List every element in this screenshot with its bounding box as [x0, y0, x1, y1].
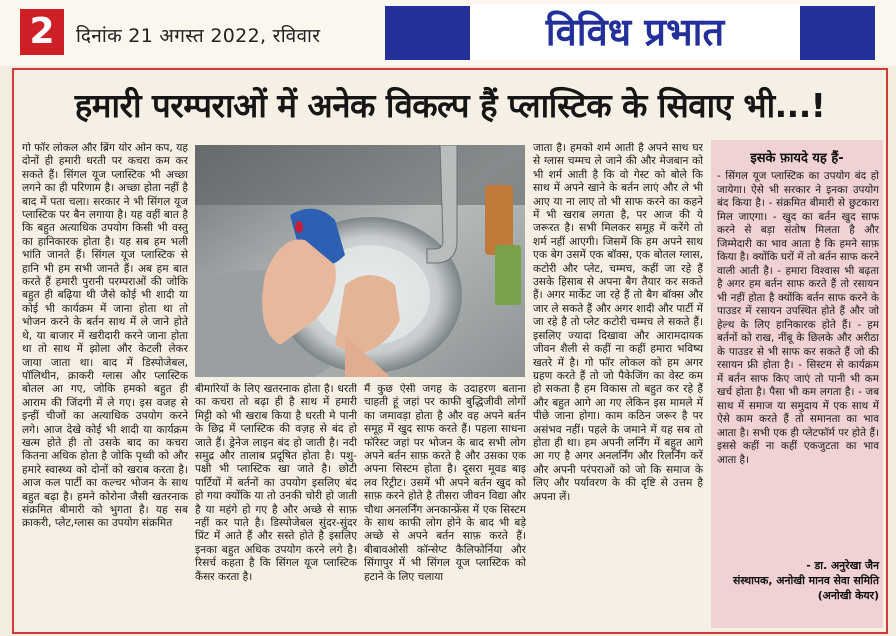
masthead	[0, 0, 896, 66]
page-number: 2	[20, 9, 64, 55]
author-signature	[713, 558, 879, 603]
author-designation: संस्थापक, अनोखी मानव सेवा समिति (अनोखी केयर)	[732, 574, 879, 602]
article-column-1: गो फॉर लोकल और ब्रिंग योर ओन कप, यह दोनों ही हमारी धरती पर कचरा कम कर सकते हैं। सिंगल यूज प्लास्टिक भी अच्छा लगने का ही परिणाम है। अच्छा होता नहीं है बाद में पता चला। सरकार ने भी सिंगल यूज प्लास्टिक पर बैन लगाया है। यह वहीं बात है कि बहुत अत्याधिक उपयोग किसी भी वस्तु का हानिकारक होता है। यह सब हम भली भांति जानते हैं। सिंगल यूज प्लास्टिक से हानि भी हम सभी जानते हैं। अब हम बात करते हैं हमारी पुरानी परम्पराओं की जोकि बहुत ही बढ़िया थी जैसे कोई भी शादी या कोई भी कार्यक्रम में जाना होता था तो भोजन करने के बर्तन साथ में ले जाने होते थे, या बाजार में खरीदारी करने जाना होता था तो साथ में झोला और केटली लेकर जाया जाता था। बाद में डिस्पोजेबल, पॉलिथीन, क्राकरी ग्लास और प्लास्टिक बोतल आ गए, जोकि हमको बहुत ही आराम की जिंदगी में ले गए। इस वजह से इन्हीं चीजों का अत्याधिक उपयोग करने लगे। आज देखे कोई भी शादी या कार्यक्रम खत्म होते ही तो उसके बाद का कचरा कितना अधिक होता है जोकि पृथ्वी को और हमारे स्वास्थ्य को दोनों को खराब करता है। आज कल पार्टी का कल्चर भोजन के साथ बहुत बढ़ा है। हमने कोरोना जैसी खतरनाक संक्रमित बीमारी को भुगता है। यह सब क्राकरी, प्लेट,ग्लास का उपयोग संक्रमित	[22, 142, 188, 530]
dateline: दिनांक 21 अगस्त 2022, रविवार	[76, 25, 321, 47]
dishwashing-photo	[195, 145, 525, 377]
photo-illustration	[195, 145, 525, 377]
headline: हमारी परम्पराओं में अनेक विकल्प हैं प्लास्टिक के सिवाए भी...!	[74, 86, 826, 125]
benefits-title: इसके फ़ायदे यह हैं-	[750, 151, 844, 166]
benefits-box	[711, 140, 883, 628]
article-column-2: बीमारियों के लिए खतरनाक होता है। धरती का कचरा तो बढ़ा ही है साथ में हमारी मिट्टी को भी खराब किया है धरती मे पानी के छिद्र में प्लास्टिक की वज़ह से बंद हो जाते हैं। ड्रेनेज लाइन बंद हो जाती है। नदी समुद्र और तालाब प्रदूषित होता है। पशु-पक्षी भी प्लास्टिक खा जाते है। छोटी पार्टियों में बर्तनों का उपयोग इसलिए बंद हो गया क्योंकि या तो उनकी चोरी हो जाती है या महंगे हो गए है और अच्छे से साफ़ नहीं कर पाते है। डिस्पोजेबल सुंदर-सुंदर प्रिंट में आते हैं और सस्ते होते है इसलिए इनका बहुत अधिक उपयोग करने लगे है। रिसर्च कहता है कि सिंगल यूज प्लास्टिक कैंसर करता है।	[195, 383, 357, 583]
article-column-3: मैं कुछ ऐसी जगह के उदाहरण बताना चाहती हूं जहां पर काफी बुद्धिजीवी लोगों का जमावड़ा होता है और वह अपने बर्तन समूह में खुद साफ करते हैं। पहला साधना फॉरेस्ट जहां पर भोजन के बाद सभी लोग अपने बर्तन साफ़ करते है और उसका एक अपना सिस्टम होता है। दूसरा मूवड बाइ लव रिट्रीट। उसमें भी अपने बर्तन खुद को साफ़ करने होते है तीसरा जीवन विद्या और चौथा अनलर्निंग अनकान्फ्रेंस में एक सिस्टम के साथ काफी लोग होने के बाद भी बड़े अच्छे से अपने बर्तन साफ़ करते हैं। बीबावओसी कॉन्सेप्ट कैलिफोर्निया और सिंगापुर में भी सिंगल यूज प्लास्टिक को हटाने के लिए चलाया	[364, 383, 526, 583]
author-name: - डा. अनुरेखा जैन	[806, 559, 879, 572]
article-frame	[12, 68, 888, 634]
article-column-4: जाता है। हमको शर्म आती है अपने साथ घर से ग्लास चम्मच ले जाने की और मेजबान को भी शर्म आती है कि वो गेस्ट को बोले कि साथ में अपने खाने के बर्तन लाएं और ले भी आए या ना लाए तो भी साफ करने का कहने में भी खराब लगता है, पर आज की ये जरूरत है। सभी मिलकर समूह में करेंगे तो शर्म नहीं आएगी। जिसमें कि हम अपने साथ एक बेग उसमें एक बॉक्स, एक बोतल ग्लास, कटोरी और प्लेट, चम्मच, कहीं जा रहे हैं उसके हिसाब से अपना बैग तैयार कर सकते हैं। अगर मार्केट जा रहे हैं तो बैग बॉक्स और जार ले सकते हैं और अगर शादी और पार्टी में जा रहे है तो प्लेट कटोरी चम्मच ले सकते हैं। इसलिए ज्यादा दिखावा और आरामदायक जीवन शैली से कहीं ना कहीं हमारा भविष्य खतरे में है। गो फॉर लोकल को हम अगर ग्रहण करते हैं तो जो पैकेजिंग का वेस्ट कम हो सकता है हम विकास तो बहुत कर रहे हैं और बहुत आगे आ गए लेकिन इस मामले में पीछे जाना होगा। काम कठिन जरूर है पर असंभव नहीं। पहले के जमाने में यह सब तो होता ही था। हम अपनी लर्निंग में बहुत आगे आ गए है अगर अनलर्निंग और रिलर्निंग करें और अपनी परंपराओं को जो कि समाज के लिए और पर्यावरण के की दृष्टि से उत्तम है अपना लें।	[533, 142, 703, 503]
benefits-list: - सिंगल यूज प्लास्टिक का उपयोग बंद हो जायेगा। ऐसे भी सरकार ने इनका उपयोग बंद किया है। - संक्रमित बीमारी से छुटकारा मिल जाएगा। - खुद का बर्तन खुद साफ करने से बड़ा संतोष मिलता है और जिम्मेदारी का भाव आता है कि हमने साफ़ किया है। क्योंकि घरों में तो बर्तन साफ करने वाली आती है। - हमारा विश्वास भी बढ़ता है अगर हम बर्तन साफ करते हैं तो रसायन भी नहीं होता है क्योंकि बर्तन साफ करने के पाउडर में रसायन उपस्थित होते हैं और जो हेल्थ के लिए हानिकारक होते हैं। - हम बर्तनों को राख, नींबू के छिलके और अरीठा के पाउडर से भी साफ कर सकते हैं जो की रसायन फ्री होता है। - सिस्टम से कार्यक्रम में बर्तन साफ किए जाएं तो पानी भी कम खर्च होता है। पैसा भी कम लगता है। - जब साथ में समाज या समुदाय में एक साथ में ऐसे काम करते हैं तो समानता का भाव आता है। सभी एक ही प्लेटफॉर्म पर होते हैं। इससे कहीं ना कहीं एकजुटता का भाव आता है।	[717, 170, 879, 466]
section-title: विविध प्रभात	[470, 4, 800, 60]
